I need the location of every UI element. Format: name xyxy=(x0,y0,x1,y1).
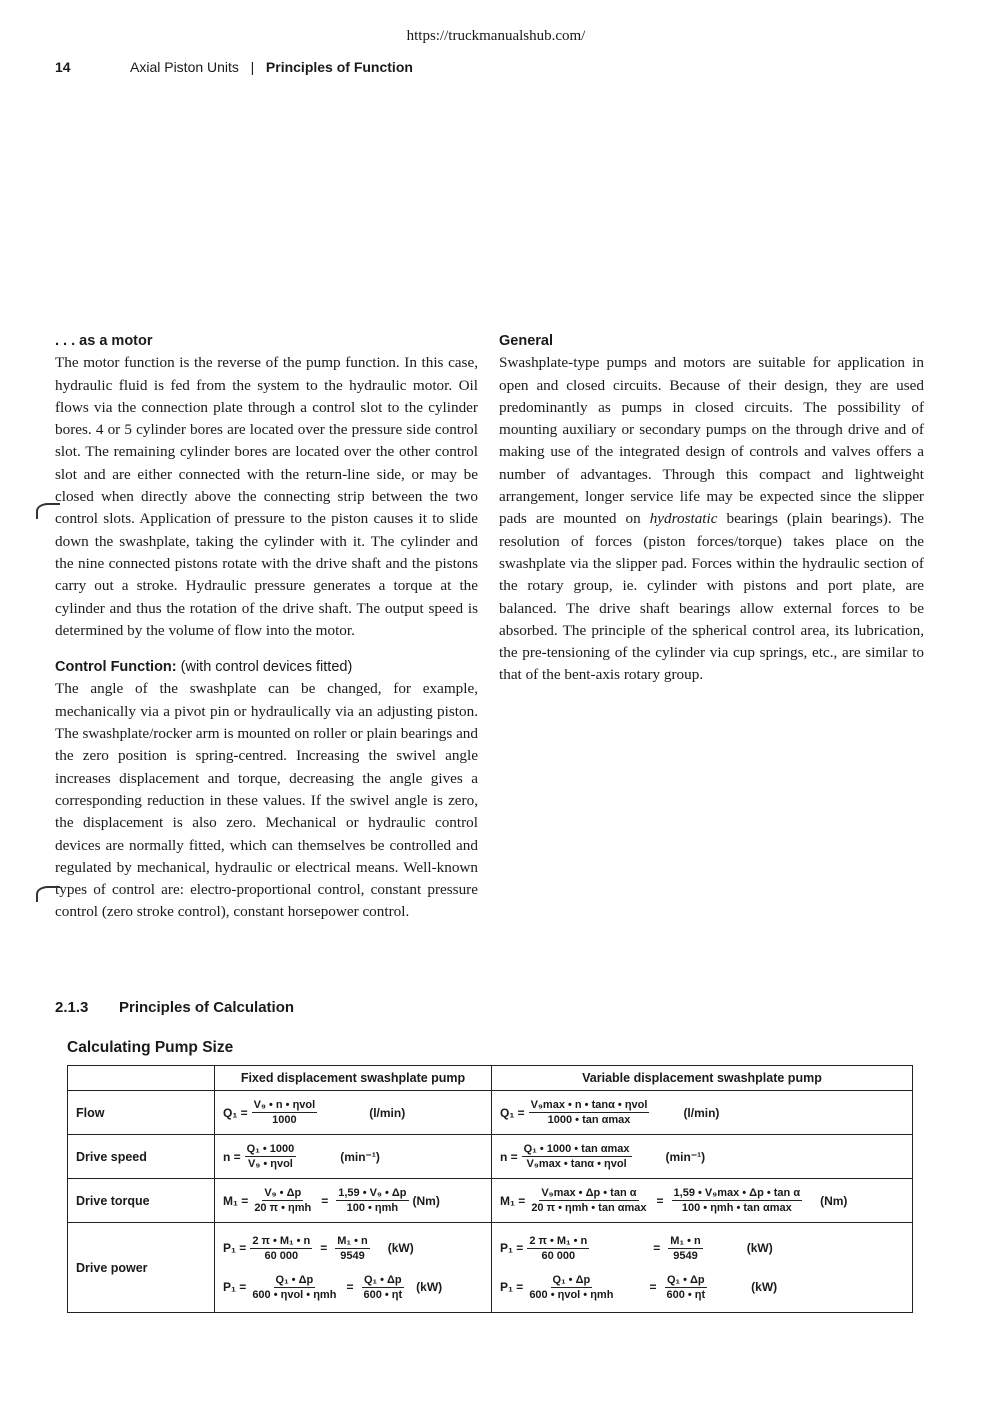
formula-fraction xyxy=(529,1099,650,1126)
formula-unit: (kW) xyxy=(387,1241,414,1255)
numerator: M₁ • n xyxy=(670,1234,701,1247)
equals-sign: = xyxy=(653,1241,661,1255)
formula-unit: (Nm) xyxy=(412,1193,440,1208)
denominator: 9549 xyxy=(673,1249,698,1262)
numerator: Q₁ • Δp xyxy=(666,1273,705,1286)
denominator: 100 • ηmh • tan αmax xyxy=(681,1202,792,1214)
formula-unit: (kW) xyxy=(416,1280,443,1294)
formula-lhs: P₁ = xyxy=(500,1241,524,1255)
general-paragraph xyxy=(499,352,924,686)
page-header xyxy=(55,59,413,75)
formula-fraction xyxy=(664,1274,707,1301)
row-label-power: Drive power xyxy=(68,1223,215,1313)
motor-heading: . . . as a motor xyxy=(55,333,153,349)
numerator: 1,59 • V₉ • Δp xyxy=(338,1187,407,1199)
calc-section-title: Principles of Calculation xyxy=(119,999,295,1016)
header-separator: | xyxy=(250,59,255,75)
formula-unit: (l/min) xyxy=(369,1105,406,1120)
source-url: https://truckmanualshub.com/ xyxy=(406,28,586,44)
formula-power-variable xyxy=(492,1223,913,1313)
formula-fraction xyxy=(250,1274,338,1301)
denominator: 1000 • tan αmax xyxy=(547,1114,631,1126)
numerator: 2 π • M₁ • n xyxy=(252,1234,311,1247)
formula-fraction xyxy=(335,1235,369,1262)
table-header-row xyxy=(68,1066,913,1091)
control-heading-title: Control Function: xyxy=(55,659,177,676)
formula-fraction xyxy=(252,1187,313,1214)
denominator: 600 • ηt xyxy=(666,1288,706,1301)
denominator: 600 • ηvol • ηmh xyxy=(529,1288,614,1301)
denominator: 1000 xyxy=(272,1114,297,1126)
formula-fraction xyxy=(529,1187,648,1214)
formula-fraction xyxy=(672,1187,803,1214)
denominator: 100 • ηmh xyxy=(346,1202,399,1214)
formula-speed-fixed xyxy=(215,1135,492,1179)
formula-lhs: P₁ = xyxy=(223,1280,247,1294)
numerator: M₁ • n xyxy=(337,1234,368,1247)
numerator: V₉ • n • ηvol xyxy=(253,1099,316,1111)
formula-unit: (l/min) xyxy=(683,1105,720,1120)
denominator: 20 π • ηmh • tan αmax xyxy=(531,1202,647,1214)
equals-sign: = xyxy=(346,1280,354,1294)
motor-paragraph: The motor function is the reverse of the pump function. In this case, hydraulic fluid is fed from the system to the hydraulic motor. Oil flows via the connection plate through a control slot to the cylinder bores. 4 or 5 cylinder bores are located over the pressure side control slot. The remaining cylinder bores are located over the other control slot and are either connected with the return-line side, or may be closed when directly above the connecting strip between the two control slots. Application of pressure to the piston causes it to slide down the swashplate, taking the cylinder with it. The cylinder and the nine connected pistons rotate with the drive shaft and the pistons carry out a stroke. Hydraulic pressure generates a torque at the cylinder and thus the rotation of the drive shaft. The output speed is determined by the volume of flow into the motor. xyxy=(55,354,478,639)
formula-lhs: P₁ = xyxy=(500,1280,524,1294)
pump-size-heading: Calculating Pump Size xyxy=(67,1039,234,1056)
formula-power-fixed xyxy=(215,1223,492,1313)
denominator: 600 • ηt xyxy=(363,1288,403,1301)
formula-lhs: M₁ = xyxy=(500,1193,526,1208)
equals-sign: = xyxy=(320,1241,328,1255)
numerator: Q₁ • 1000 • tan αmax xyxy=(523,1143,630,1155)
numerator: Q₁ • Δp xyxy=(552,1273,591,1286)
formula-fraction xyxy=(361,1274,404,1301)
denominator: 60 000 xyxy=(264,1249,299,1262)
formula-fraction xyxy=(252,1099,318,1126)
denominator: 9549 xyxy=(340,1249,365,1262)
page-number: 14 xyxy=(55,59,71,75)
formula-flow-variable xyxy=(492,1091,913,1135)
denominator: 20 π • ηmh xyxy=(254,1202,312,1214)
formula-lhs: n = xyxy=(223,1149,241,1164)
binding-hole-mark xyxy=(36,886,60,902)
numerator: V₉ • Δp xyxy=(264,1187,302,1199)
formula-lhs: M₁ = xyxy=(223,1193,249,1208)
table-header-blank xyxy=(68,1066,215,1091)
general-text-emphasis: hydrostatic xyxy=(649,510,718,528)
table-row xyxy=(68,1091,913,1135)
control-paragraph: The angle of the swashplate can be changed, for example, mechanically via a pivot pin or hydraulically via an adjusting piston. The swashplate/rocker arm is mounted on roller or plain bearings and the zero position is spring-centred. Increasing the swivel angle increases displacement and torque, decreasing the angle gives a corresponding reduction in these values. If the swivel angle is zero, the displacement is also zero. Mechanical or hydraulic control devices are normally fitted, which can themselves be controlled and regulated by mechanical, hydraulic or electrical means. Well-known types of control are: electro-proportional control, constant pressure control (zero stroke control), constant horsepower control. xyxy=(55,680,478,921)
header-variable: Variable displacement swashplate pump xyxy=(492,1066,913,1091)
calculation-table xyxy=(67,1065,913,1313)
denominator: V₉max • tanα • ηvol xyxy=(526,1158,627,1170)
row-label-speed: Drive speed xyxy=(68,1135,215,1179)
general-text-part: bearings (plain bearings). The resolution of forces (piston forces/torque) takes place on the swashplate via the slipper pad. Forces within the hydraulic section of the rotary group, ie. cylinder with pistons and port plate, are balanced. The drive shaft bearings allow external forces to be absorbed. The principle of the spherical control area, its lubrication, the pre-tensioning of the cylinder via cup springs, etc., are similar to that of the bent-axis rotary group. xyxy=(499,510,924,684)
numerator: 1,59 • V₉max • Δp • tan α xyxy=(673,1187,801,1199)
numerator: V₉max • Δp • tan α xyxy=(541,1187,637,1199)
equals-sign: = xyxy=(321,1193,329,1208)
denominator: V₉ • ηvol xyxy=(248,1158,293,1170)
formula-fraction xyxy=(336,1187,408,1214)
calc-section-heading xyxy=(55,999,294,1016)
formula-unit: (min⁻¹) xyxy=(665,1149,706,1164)
row-label-torque: Drive torque xyxy=(68,1179,215,1223)
formula-speed-variable xyxy=(492,1135,913,1179)
formula-unit: (min⁻¹) xyxy=(340,1149,380,1164)
formula-unit: (kW) xyxy=(751,1280,778,1294)
row-label-flow: Flow xyxy=(68,1091,215,1135)
formula-torque-fixed xyxy=(215,1179,492,1223)
formula-fraction xyxy=(522,1143,632,1170)
formula-fraction xyxy=(527,1235,589,1262)
chapter-title: Axial Piston Units xyxy=(130,59,239,75)
header-fixed: Fixed displacement swashplate pump xyxy=(215,1066,492,1091)
general-heading: General xyxy=(499,333,553,349)
general-text-part: Swashplate-type pumps and motors are suitable for application in open and closed circuits. Because of their design, they are used predominantly as pumps in closed circuits. The possibility of mounting auxiliary or secondary pumps on the through drive and of making use of the integrated design of controls and valves offers a number of advantages. Through this compact and lightweight arrangement, longer service life may be expected since the slipper pads are mounted on xyxy=(499,354,924,528)
formula-lhs: Q₁ = xyxy=(500,1105,525,1120)
numerator: Q₁ • 1000 xyxy=(246,1143,295,1155)
equals-sign: = xyxy=(656,1193,664,1208)
numerator: V₉max • n • tanα • ηvol xyxy=(530,1099,648,1111)
formula-flow-fixed xyxy=(215,1091,492,1135)
formula-fraction xyxy=(527,1274,615,1301)
table-row xyxy=(68,1135,913,1179)
formula-lhs: P₁ = xyxy=(223,1241,247,1255)
formula-fraction xyxy=(250,1235,312,1262)
formula-lhs: Q₁ = xyxy=(223,1105,248,1120)
denominator: 60 000 xyxy=(541,1249,576,1262)
binding-hole-mark xyxy=(36,503,60,519)
formula-fraction xyxy=(245,1143,297,1170)
formula-unit: (kW) xyxy=(746,1241,773,1255)
denominator: 600 • ηvol • ηmh xyxy=(252,1288,337,1301)
numerator: Q₁ • Δp xyxy=(275,1273,314,1286)
right-column xyxy=(499,330,924,687)
table-row xyxy=(68,1179,913,1223)
formula-lhs: n = xyxy=(500,1149,518,1164)
formula-unit: (Nm) xyxy=(820,1193,848,1208)
calc-section-number: 2.1.3 xyxy=(55,999,89,1016)
table-row xyxy=(68,1223,913,1313)
equals-sign: = xyxy=(649,1280,657,1294)
numerator: Q₁ • Δp xyxy=(363,1273,402,1286)
formula-fraction xyxy=(668,1235,702,1262)
section-title: Principles of Function xyxy=(265,59,413,75)
numerator: 2 π • M₁ • n xyxy=(529,1234,588,1247)
formula-torque-variable xyxy=(492,1179,913,1223)
control-heading-note: (with control devices fitted) xyxy=(180,659,353,676)
control-heading xyxy=(55,656,478,678)
left-column xyxy=(55,330,478,924)
